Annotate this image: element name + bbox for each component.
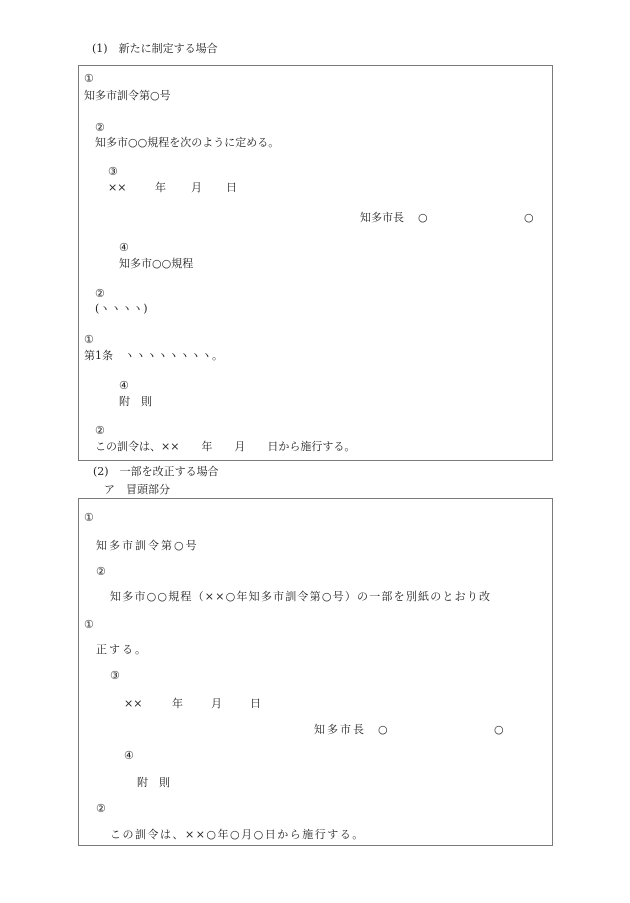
marker-4: ④ (119, 379, 129, 392)
article-caption: (ヽヽヽヽ) (95, 302, 148, 315)
marker-3: ③ (108, 165, 118, 178)
mayor-name-placeholder-1: ○ (418, 211, 428, 224)
mayor-name-placeholder-1: ○ (378, 723, 388, 736)
date-day-label: 日 (226, 181, 237, 194)
mayor-name-placeholder-2: ○ (524, 211, 534, 224)
mayor-label: 知多市長 (314, 723, 366, 736)
date-era-placeholder: ×× (108, 181, 127, 194)
date-year-label: 年 (172, 697, 183, 710)
section-2-heading: (2) 一部を改正する場合 (93, 465, 219, 478)
amendment-line-continued: 正する。 (96, 643, 148, 656)
marker-3: ③ (110, 669, 120, 682)
ordinance-number-line: 知多市訓令第○号 (96, 539, 199, 552)
marker-1: ① (84, 333, 94, 346)
enactment-line: 知多市○○規程を次のように定める。 (95, 136, 280, 149)
marker-2: ② (95, 121, 105, 134)
marker-1: ① (84, 618, 94, 631)
marker-2: ② (95, 287, 105, 300)
marker-2: ② (96, 802, 106, 815)
regulation-title: 知多市○○規程 (119, 257, 194, 270)
amendment-line: 知多市○○規程（××○年知多市訓令第○号）の一部を別紙のとおり改 (110, 590, 492, 603)
mayor-label: 知多市長 (360, 211, 404, 224)
date-month-label: 月 (211, 697, 222, 710)
supplementary-provisions-heading: 附 則 (119, 395, 152, 408)
section-2a-subheading: ア 冒頭部分 (104, 483, 170, 496)
mayor-name-placeholder-2: ○ (494, 723, 504, 736)
date-year-label: 年 (155, 181, 166, 194)
marker-1: ① (84, 72, 94, 85)
marker-4: ④ (124, 749, 134, 762)
supplementary-provisions-heading: 附 則 (137, 776, 170, 789)
marker-2: ② (96, 565, 106, 578)
ordinance-number-line: 知多市訓令第○号 (84, 89, 171, 102)
date-era-placeholder: ×× (124, 697, 143, 710)
marker-2: ② (95, 424, 105, 437)
article-1-line: 第1条 ヽヽヽヽヽヽヽヽ。 (84, 349, 223, 362)
date-month-label: 月 (191, 181, 202, 194)
date-day-label: 日 (250, 697, 261, 710)
marker-4: ④ (119, 241, 129, 254)
effective-date-line: この訓令は、×× 年 月 日から施行する。 (95, 440, 356, 453)
section-1-heading: (1) 新たに制定する場合 (92, 42, 218, 55)
marker-1: ① (84, 511, 94, 524)
effective-date-line: この訓令は、××○年○月○日から施行する。 (110, 828, 365, 841)
